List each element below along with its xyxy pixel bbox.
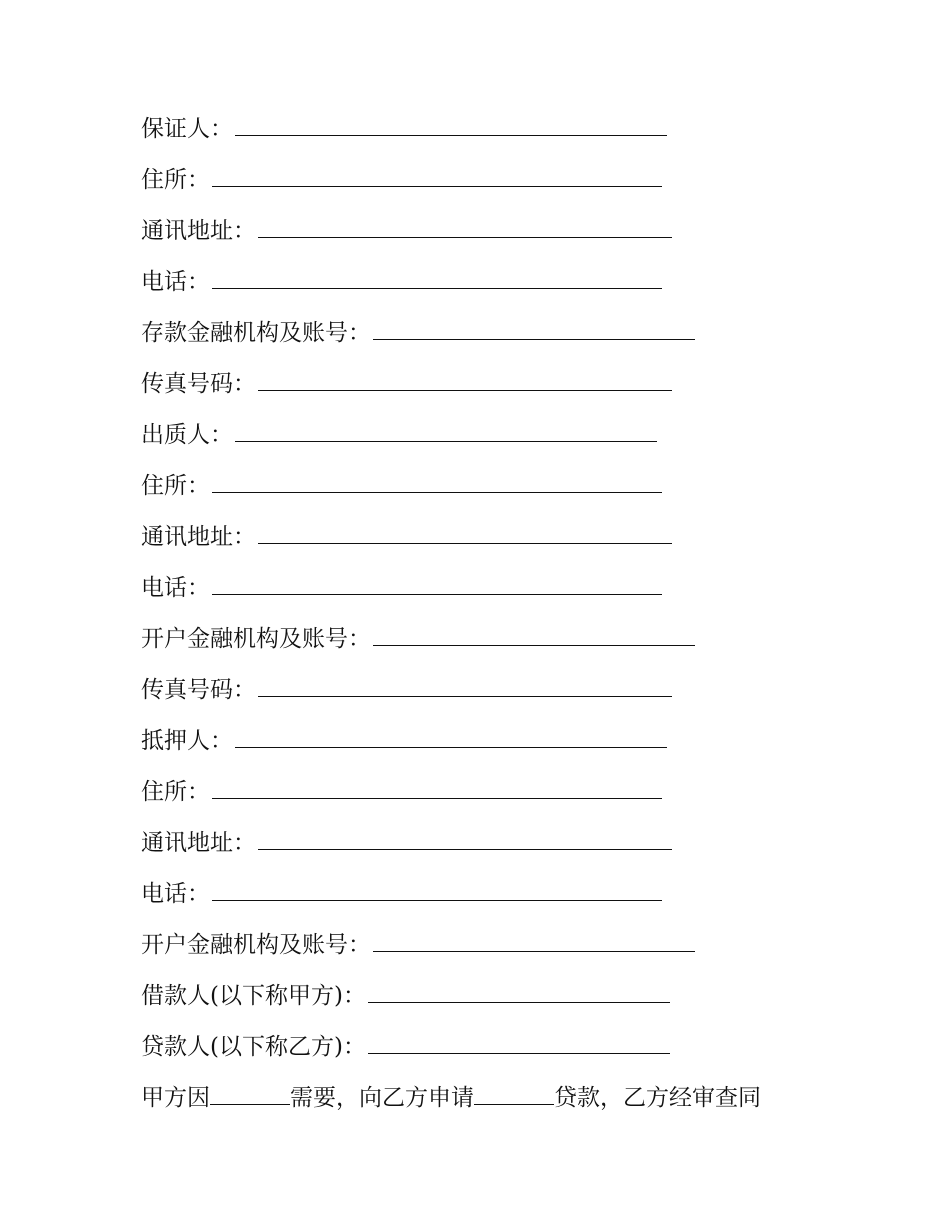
field-label: 电话： [141,881,210,907]
fill-blank[interactable] [235,111,667,136]
fill-blank[interactable] [373,315,695,340]
fill-blank[interactable] [212,774,662,799]
field-label: 住所： [141,167,210,193]
field-mortgagor [141,722,841,773]
fill-blank[interactable] [212,264,662,289]
field-guarantor [141,110,841,161]
field-label: 电话： [141,575,210,601]
purpose-blank[interactable] [210,1080,290,1105]
field-guarantor-mailing-address [141,212,841,263]
field-label: 住所： [141,473,210,499]
fill-blank[interactable] [258,366,672,391]
field-mortgagor-address [141,773,841,824]
field-label: 开户金融机构及账号： [141,932,371,958]
fill-blank[interactable] [258,672,672,697]
sentence-part: 需要，向乙方申请 [290,1085,474,1111]
field-label: 通讯地址： [141,218,256,244]
field-pledgor-phone [141,569,841,620]
field-guarantor-fax [141,365,841,416]
field-label: 出质人： [141,422,233,448]
field-pledgor-address [141,467,841,518]
field-lender [141,1028,841,1079]
loan-sentence [141,1079,841,1130]
form-lines [141,110,841,1130]
field-mortgagor-bank-account [141,926,841,977]
fill-blank[interactable] [368,1029,670,1054]
field-label: 住所： [141,779,210,805]
fill-blank[interactable] [258,213,672,238]
field-label: 电话： [141,269,210,295]
sentence-part: 甲方因 [141,1085,210,1111]
field-pledgor-mailing-address [141,518,841,569]
fill-blank[interactable] [258,519,672,544]
field-pledgor-bank-account [141,620,841,671]
field-mortgagor-mailing-address [141,824,841,875]
field-guarantor-phone [141,263,841,314]
fill-blank[interactable] [235,417,657,442]
fill-blank[interactable] [373,927,695,952]
fill-blank[interactable] [212,468,662,493]
fill-blank[interactable] [368,978,670,1003]
fill-blank[interactable] [373,621,695,646]
fill-blank[interactable] [212,876,662,901]
field-label: 传真号码： [141,371,256,397]
field-guarantor-address [141,161,841,212]
field-pledgor [141,416,841,467]
field-label: 贷款人(以下称乙方)： [141,1034,366,1060]
loan-type-blank[interactable] [474,1080,554,1105]
fill-blank[interactable] [212,162,662,187]
field-label: 通讯地址： [141,524,256,550]
field-label: 传真号码： [141,677,256,703]
field-guarantor-bank-account [141,314,841,365]
field-label: 开户金融机构及账号： [141,626,371,652]
field-pledgor-fax [141,671,841,722]
sentence-part: 贷款，乙方经审查同 [554,1085,761,1111]
field-label: 通讯地址： [141,830,256,856]
fill-blank[interactable] [235,723,667,748]
field-label: 保证人： [141,116,233,142]
field-mortgagor-phone [141,875,841,926]
field-label: 借款人(以下称甲方)： [141,983,366,1009]
field-label: 存款金融机构及账号： [141,320,371,346]
fill-blank[interactable] [258,825,672,850]
field-borrower [141,977,841,1028]
field-label: 抵押人： [141,728,233,754]
fill-blank[interactable] [212,570,662,595]
